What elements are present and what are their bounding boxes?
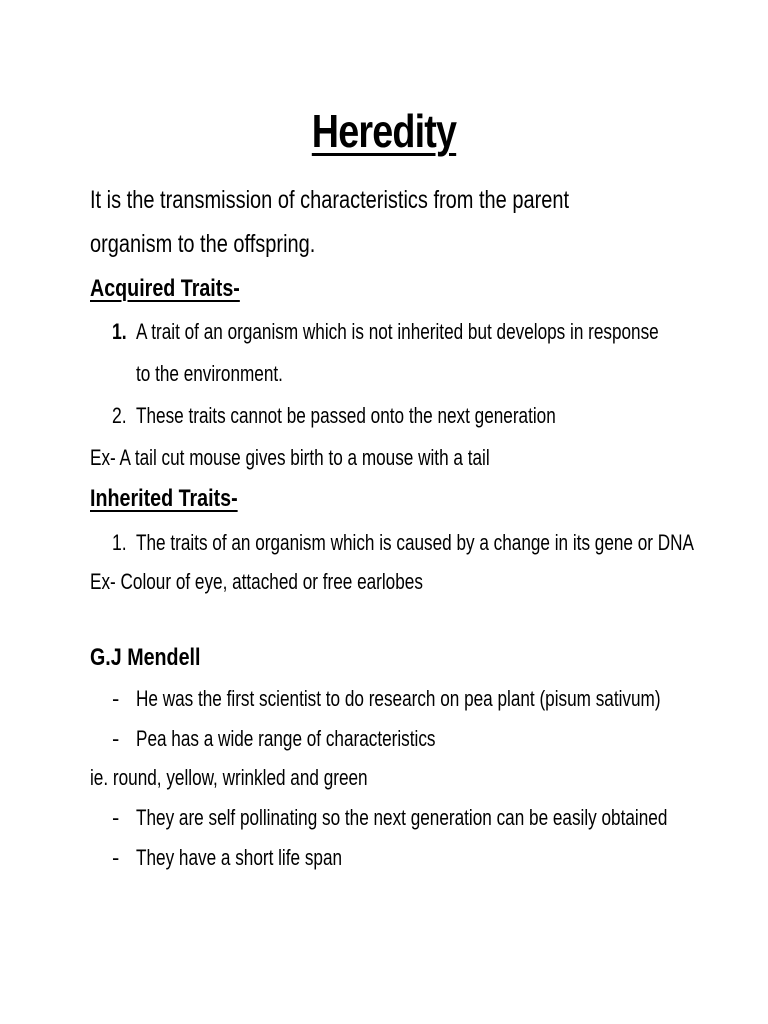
inherited-traits-heading: Inherited Traits- (90, 485, 238, 512)
acquired-item-2-number: 2. (112, 403, 127, 428)
inherited-item-1-line-1: The traits of an organism which is caused by a change in its gene or DNA (136, 530, 694, 555)
bullet-marker: - (112, 726, 120, 751)
mendell-bullet-1: He was the first scientist to do research on pea plant (pisum sativum) (136, 686, 661, 711)
acquired-item-1-line-2: to the environment. (136, 361, 283, 386)
mendell-bullet-4: They have a short life span (136, 845, 343, 870)
mendell-bullet-2: Pea has a wide range of characteristics (136, 726, 436, 751)
intro-line-2: organism to the offspring. (90, 230, 316, 258)
acquired-item-1-number: 1. (112, 319, 127, 344)
page-title: Heredity (311, 105, 457, 157)
inherited-example: Ex- Colour of eye, attached or free earlobes (90, 569, 423, 594)
mendell-heading: G.J Mendell (90, 644, 201, 671)
acquired-item-1-line-1: A trait of an organism which is not inherited but develops in response (136, 319, 659, 344)
acquired-traits-heading: Acquired Traits- (90, 275, 240, 302)
mendell-note: ie. round, yellow, wrinkled and green (90, 765, 368, 790)
acquired-example: Ex- A tail cut mouse gives birth to a mouse with a tail (90, 445, 490, 470)
bullet-marker: - (112, 805, 120, 830)
acquired-item-2-line-1: These traits cannot be passed onto the next generation (136, 403, 556, 428)
intro-line-1: It is the transmission of characteristics from the parent (90, 186, 570, 214)
inherited-item-1-number: 1. (112, 530, 127, 555)
bullet-marker: - (112, 686, 120, 711)
mendell-bullet-3: They are self pollinating so the next generation can be easily obtained (136, 805, 668, 830)
bullet-marker: - (112, 845, 120, 870)
